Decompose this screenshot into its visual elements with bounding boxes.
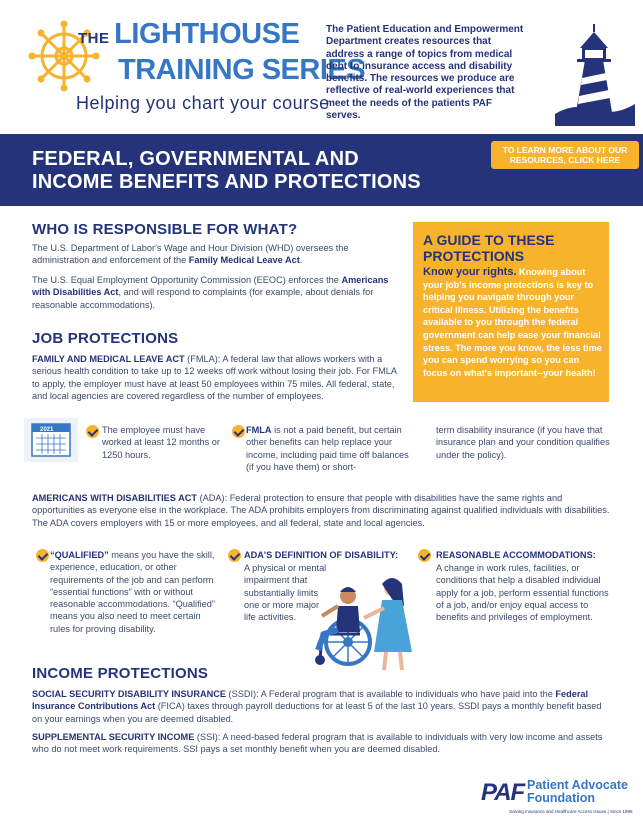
ada-definition-heading: ADA'S DEFINITION OF DISABILITY: bbox=[244, 550, 399, 560]
fmla-bold: Family Medical Leave Act bbox=[188, 255, 300, 266]
wheelchair-illustration bbox=[308, 572, 420, 672]
income-heading: INCOME PROTECTIONS bbox=[32, 665, 209, 682]
brand-title bbox=[78, 18, 299, 51]
check-icon bbox=[418, 549, 431, 562]
fmla-text: (FMLA): A federal law that allows workers with a serious health condition to take up to 12 weeks off work without losing their job. For FMLA to apply, the employer must have at least 50 employees within 75 miles. All federal, state, and local agencies are covered regardless of the number of employees. bbox=[32, 354, 397, 401]
paf-name bbox=[527, 779, 628, 805]
calendar-icon bbox=[24, 418, 78, 462]
brand-the: THE bbox=[78, 30, 110, 47]
check-icon bbox=[228, 549, 241, 562]
guide-lead: Know your rights. bbox=[423, 266, 517, 278]
who-p2-end: , and will respond to complaints (for example, about denials for reasonable accommodations). bbox=[32, 287, 374, 310]
ssdi-paragraph bbox=[32, 688, 612, 725]
page-title-line2: INCOME BENEFITS AND PROTECTIONS bbox=[32, 171, 421, 193]
header bbox=[0, 0, 643, 135]
ada-paragraph bbox=[32, 492, 612, 529]
reasonable-accommodations-text: A change in work rules, facilities, or conditions that help a disabled individual apply for a job, perform essential functions of a job, and/or enjoy equal access to benefits and privileges of employment. bbox=[436, 563, 609, 623]
who-p2-text: The U.S. Equal Employment Opportunity Commission (EEOC) enforces the bbox=[32, 275, 342, 285]
fmla-unpaid-text bbox=[246, 424, 410, 473]
reasonable-accommodations-label: REASONABLE ACCOMMODATIONS: bbox=[436, 550, 596, 560]
who-heading: WHO IS RESPONSIBLE FOR WHAT? bbox=[32, 221, 298, 238]
ssi-paragraph bbox=[32, 731, 612, 756]
ada-definition-label: ADA'S DEFINITION OF DISABILITY bbox=[244, 550, 396, 560]
who-p1-text: The U.S. Department of Labor's Wage and Hour Division (WHD) oversees the administration and enforcement of the bbox=[32, 243, 349, 266]
fica-bold: Federal Insurance Contributions Act bbox=[32, 689, 589, 712]
paf-logo bbox=[481, 777, 631, 819]
intro-text: The Patient Education and Empowerment Department creates resources that address a range of topics from medical debt to insurance access and disability benefits. The resources we produce are reflective of real-world experiences that meet the needs of the patients PAF serves. bbox=[326, 24, 524, 122]
guide-box bbox=[413, 222, 609, 402]
paf-letters: PAF bbox=[481, 779, 525, 806]
fmla-paragraph bbox=[32, 353, 404, 402]
ada-label: AMERICANS WITH DISABILITIES ACT bbox=[32, 493, 198, 503]
who-paragraph-1 bbox=[32, 242, 402, 267]
fmla-label: FAMILY AND MEDICAL LEAVE ACT bbox=[32, 354, 185, 364]
calendar-year: 2021 bbox=[40, 427, 54, 433]
cta-line2: RESOURCES, CLICK HERE bbox=[509, 155, 621, 165]
ssdi-text-c: (FICA) taxes through payroll deductions for at least 5 of the last 10 years. SSDI pays a monthly benefit based on your earnings when you are deemed disabled. bbox=[32, 701, 602, 724]
brand-lighthouse: LIGHTHOUSE bbox=[114, 18, 300, 50]
ssdi-label: SOCIAL SECURITY DISABILITY INSURANCE bbox=[32, 689, 226, 699]
brand-training-series: TRAINING SERIES bbox=[118, 54, 366, 86]
paf-subtitle: Solving Insurance and Healthcare Access Issues | Since 1996 bbox=[509, 809, 633, 814]
guide-text: Knowing about your job's income protections is key to helping you navigate through your critical illness. Utilizing the benefits available to you through the federal government can help ease your financial stress. The more you know, the less time you can spend worrying so you can focus on what's important--your health! bbox=[423, 267, 602, 378]
tagline: Helping you chart your course bbox=[76, 93, 330, 113]
job-heading: JOB PROTECTIONS bbox=[32, 330, 179, 347]
who-paragraph-2 bbox=[32, 274, 402, 311]
ssdi-text-a: (SSDI): A Federal program that is available to individuals who have paid into the bbox=[225, 689, 556, 699]
ssi-label: SUPPLEMENTAL SECURITY INCOME bbox=[32, 732, 195, 742]
check-icon bbox=[86, 425, 99, 438]
guide-title: A GUIDE TO THESE PROTECTIONS bbox=[423, 232, 555, 264]
paf-name-line1: Patient Advocate bbox=[527, 778, 628, 792]
page-title-line1: FEDERAL, GOVERNMENTAL AND bbox=[32, 148, 359, 170]
employee-requirement: The employee must have worked at least 12 months or 1250 hours. bbox=[102, 425, 220, 460]
page-title bbox=[32, 148, 421, 194]
title-banner bbox=[0, 134, 643, 206]
who-p1-end: . bbox=[299, 255, 303, 266]
paf-name-line2: Foundation bbox=[527, 791, 596, 805]
disability-insurance-text: term disability insurance (if you have that insurance plan and your condition qualifies under the policy). bbox=[436, 425, 610, 460]
ada-definition-text: A physical or mental impairment that substantially limits one or more major life activities. bbox=[244, 563, 327, 623]
check-icon bbox=[232, 425, 245, 438]
cta-line1: TO LEARN MORE ABOUT OUR bbox=[502, 145, 628, 155]
learn-more-button[interactable] bbox=[491, 141, 639, 169]
qualified-body: means you have the skill, experience, education, or other requirements of the job and can perform “essential functions” with or without reasonable accommodations. “Qualified” means you also need to meet certain rules for proving disability. bbox=[50, 550, 215, 634]
check-icon bbox=[36, 549, 49, 562]
fmla-inline-label: FMLA bbox=[246, 425, 272, 435]
guide-body bbox=[423, 266, 605, 379]
ada-text: (ADA): Federal protection to ensure that people with disabilities have the same rights and opportunities as everyone else in the workplace. The ADA prohibits employers from discriminating against qualified individuals with disabilities. The ADA covers employers with 15 or more employees, and all federal, state and local agencies. bbox=[32, 493, 610, 528]
ada-bold: Americans with Disabilities Act bbox=[32, 275, 389, 298]
ssi-text: (SSI): A need-based federal program that is available to individuals with very low income and assets who do not meet work requirements. SSI pays a set monthly benefit when you are deemed disabled. bbox=[32, 732, 603, 755]
reasonable-accommodations-heading bbox=[436, 549, 616, 561]
qualified-text bbox=[50, 549, 218, 635]
qualified-label: “QUALIFIED” bbox=[50, 550, 109, 560]
lighthouse-icon bbox=[555, 18, 635, 126]
fmla-unpaid-body: is not a paid benefit, but certain other benefits can help replace your income, including paid time off balances (if you have them) or short- bbox=[246, 425, 409, 472]
